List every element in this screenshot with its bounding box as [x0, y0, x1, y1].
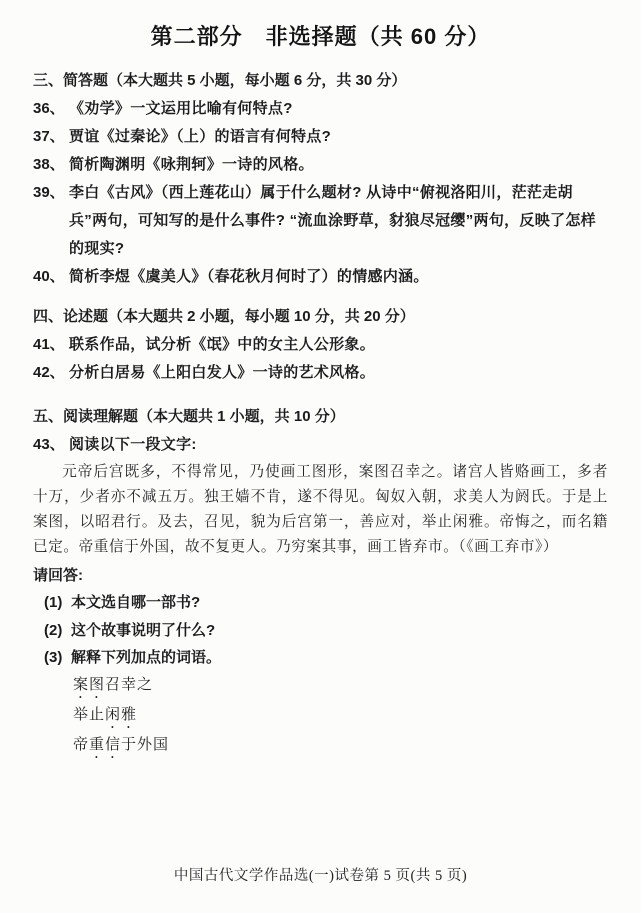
question-40	[33, 263, 608, 291]
question-number: 36、	[33, 100, 65, 117]
subquestion-1	[44, 589, 608, 617]
phrase-dotted: 案图	[73, 676, 106, 693]
subquestion-number: (1)	[44, 594, 63, 611]
section-short-answer	[33, 67, 608, 291]
page-footer: 中国古代文学作品选(一)试卷第 5 页(共 5 页)	[173, 868, 468, 884]
question-41	[33, 331, 608, 359]
phrase-plain: 举止	[73, 706, 106, 723]
answer-prompt: 请回答:	[33, 567, 83, 584]
question-number: 42、	[33, 364, 65, 381]
question-number: 41、	[33, 336, 65, 353]
reading-passage: 元帝后宫既多，不得常见，乃使画工图形，案图召幸之。诸宫人皆赂画工，多者十万，少者亦不减五万。独王嫱不肯，遂不得见。匈奴入朝，求美人为阏氏。于是上案图，以昭君行。及去，召见，貌为后宫第一，善应对，举止闲雅。帝悔之，而名籍已定。帝重信于外国，故不复更人。乃穷案其事，画工皆弃市。（《画工弃市》）	[33, 464, 608, 555]
page-title: 第二部分 非选择题（共 60 分）	[150, 24, 491, 49]
question-39	[33, 179, 608, 263]
question-text: 李白《古风》（西上莲花山）属于什么题材? 从诗中“俯视洛阳川，茫茫走胡兵”两句，可知写的是什么事件? “流血涂野草，豺狼尽冠缨”两句，反映了怎样的现实?	[69, 184, 596, 257]
section-header: 四、论述题（本大题共 2 小题，每小题 10 分，共 20 分）	[33, 308, 415, 325]
phrase-plain: 召幸之	[105, 676, 154, 693]
question-number: 43、	[33, 436, 65, 453]
subquestion-text: 这个故事说明了什么?	[71, 621, 216, 639]
question-text: 简析陶渊明《咏荆轲》一诗的风格。	[69, 156, 314, 173]
question-text: 分析白居易《上阳白发人》一诗的艺术风格。	[69, 364, 376, 381]
dotted-phrase-2	[73, 702, 608, 732]
phrase-plain: 帝	[73, 736, 90, 753]
question-38	[33, 151, 608, 179]
phrase-plain: 于外国	[121, 736, 170, 753]
section-essay	[33, 303, 608, 387]
question-number: 37、	[33, 128, 65, 145]
question-number: 40、	[33, 268, 65, 285]
section-reading-comprehension	[33, 403, 608, 762]
question-number: 38、	[33, 156, 65, 173]
subquestion-number: (3)	[44, 649, 63, 666]
subquestion-2	[44, 617, 608, 645]
phrase-dotted: 重信	[89, 736, 122, 753]
question-text: 阅读以下一段文字:	[69, 436, 197, 453]
subquestion-text: 解释下列加点的词语。	[71, 649, 222, 666]
question-number: 39、	[33, 184, 65, 201]
dotted-phrase-1	[73, 672, 608, 702]
question-43	[33, 431, 608, 459]
question-36	[33, 95, 608, 123]
section-header: 三、简答题（本大题共 5 小题，每小题 6 分，共 30 分）	[33, 72, 407, 89]
question-text: 联系作品，试分析《氓》中的女主人公形象。	[69, 336, 376, 353]
question-37	[33, 123, 608, 151]
question-text: 《劝学》一文运用比喻有何特点?	[69, 100, 293, 117]
question-text: 贾谊《过秦论》（上）的语言有何特点?	[69, 128, 332, 145]
subquestion-3	[44, 644, 608, 672]
subquestion-number: (2)	[44, 621, 63, 639]
question-42	[33, 359, 608, 387]
section-header: 五、阅读理解题（本大题共 1 小题，共 10 分）	[33, 408, 345, 425]
dotted-phrase-3	[73, 732, 608, 762]
subquestion-text: 本文选自哪一部书?	[71, 594, 201, 611]
phrase-dotted: 闲雅	[105, 706, 138, 723]
question-text: 简析李煜《虞美人》（春花秋月何时了）的情感内涵。	[69, 268, 429, 285]
